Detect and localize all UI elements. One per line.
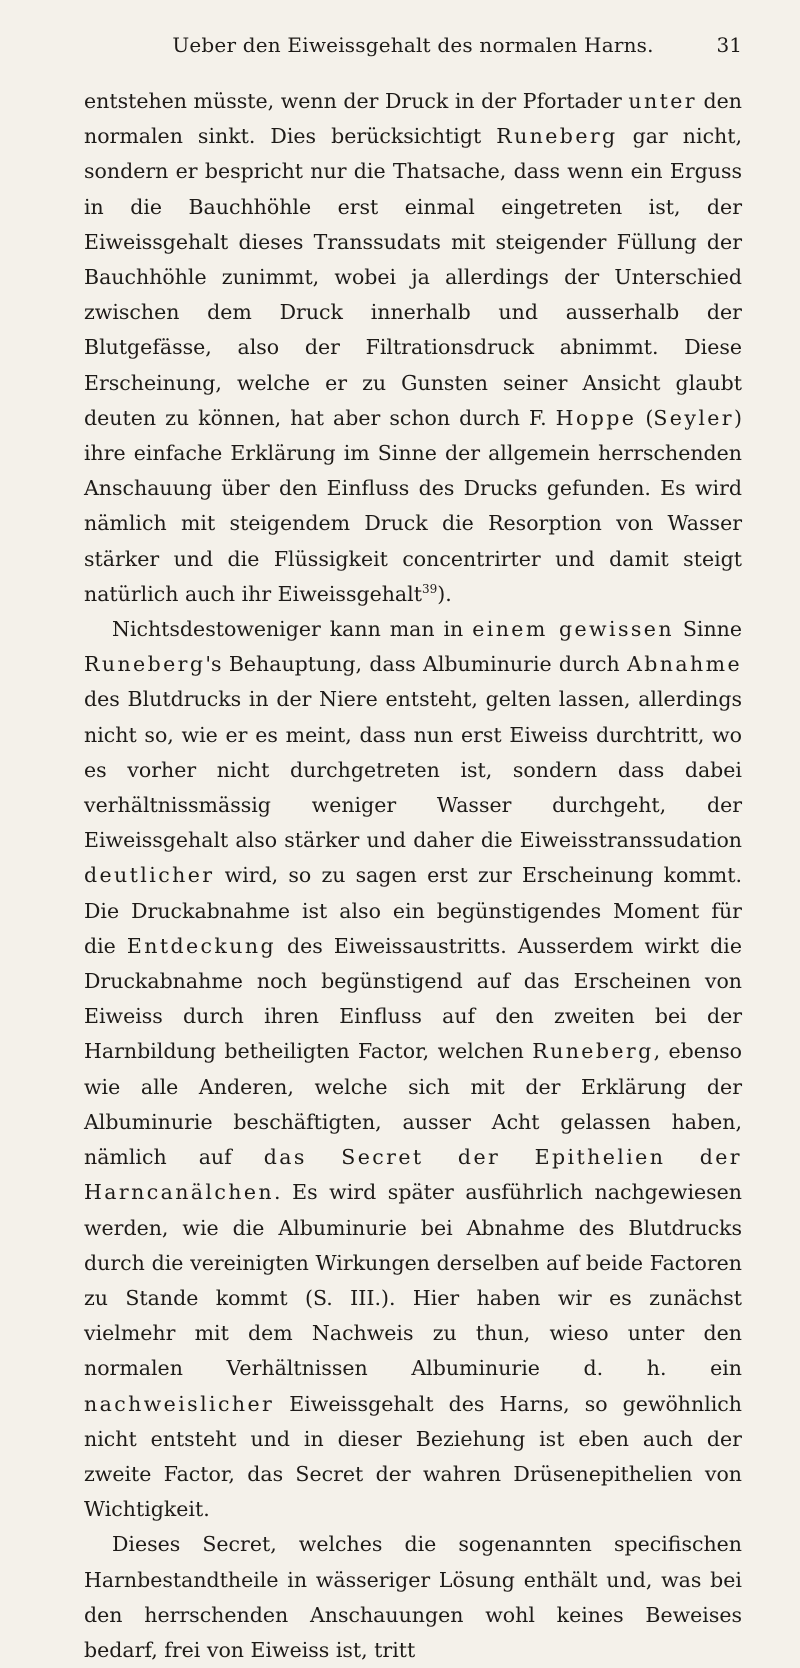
text-run: Sinne [673,617,743,642]
spaced-emphasis: Runeberg [84,652,206,677]
text-run: des Eiweissaustritts. Ausserdem wirkt die Druckabnahme noch begünstigend auf das Erscheinen von Eiweiss durch ihren Einfluss auf den zweiten bei der Harnbildung betheiligten Factor, welchen [84,933,742,1064]
paragraph [84,84,742,612]
spaced-emphasis: Entdeckung [126,933,276,958]
spaced-emphasis: nachweislicher [84,1391,275,1416]
paragraph [84,1527,742,1668]
running-head [84,32,742,58]
running-head-title: Ueber den Eiweissgehalt des normalen Harns. [172,33,654,57]
footnote-ref: 39 [421,582,438,597]
text-run: ) ihre einfache Erklärung im Sinne der allgemein herrschenden Anschauung über den Einfluss des Drucks gefunden. Es wird nämlich mit steigendem Druck die Resorption von Wasser stärker und die Flüssigkeit concentrirter und damit steigt natürlich auch ihr Eiweissgehalt [84,405,743,606]
text-run: 's Behauptung, dass Albuminurie durch [205,652,628,677]
text-run: wird, so zu sagen erst zur Erscheinung kommt. Die Druckabnahme ist also ein begünstigendes Moment für die [84,863,742,958]
spaced-emphasis: unter [628,89,697,113]
paragraph [84,612,742,1527]
body-text [84,84,742,1668]
text-run: entstehen müsste, wenn der Druck in der Pfortader [84,89,629,113]
text-run: den normalen sinkt. Dies berücksichtigt [84,89,743,149]
text-run: des Blutdrucks in der Niere entsteht, gelten lassen, allerdings nicht so, wie er es meint, dass nun erst Eiweiss durchtritt, wo es vorher nicht durchgetreten ist, sondern dass dabei verhältnissmässig weniger Wasser durchgeht, der Eiweissgehalt also stärker und daher die Eiweisstranssudation [84,687,742,853]
text-run: Dieses Secret, welches die sogenannten specifischen Harnbestandtheile in wässeriger Lösung enthält und, was bei den herrschenden Anschauungen wohl keines Beweises bedarf, frei von Eiweiss ist, tritt [84,1532,742,1662]
spaced-emphasis: Seyler [653,405,735,430]
spaced-emphasis: deutlicher [84,863,215,888]
page-number: 31 [716,33,742,57]
text-run: ). [437,581,452,606]
text-run: , ebenso wie alle Anderen, welche sich mit der Erklärung der Albuminurie beschäftigten, ausser Acht gelassen haben, nämlich auf [84,1039,743,1170]
spaced-emphasis: Hoppe [555,405,637,430]
text-run: . Es wird später ausführlich nachgewiesen werden, wie die Albuminurie bei Abnahme des Blutdrucks durch die vereinigten Wirkungen derselben auf beide Factoren zu Stande kommt (S. III.). Hier haben wir es zunächst vielmehr mit dem Nachweis zu thun, wieso unter den normalen Verhältnissen Albuminurie d. h. ein [84,1180,742,1381]
spaced-emphasis: Runeberg [532,1039,654,1064]
spaced-emphasis: das Secret der Epithelien der Harncanälchen [84,1145,742,1205]
text-run: ( [636,405,654,430]
spaced-emphasis: Abnahme [627,652,742,677]
spaced-emphasis: einem gewissen [472,617,674,642]
text-run: Nichtsdestoweniger kann man in [112,617,473,642]
spaced-emphasis: Runeberg [496,124,618,149]
text-run: gar nicht, sondern er bespricht nur die Thatsache, dass wenn ein Erguss in die Bauchhöhle erst einmal eingetreten ist, der Eiweissgehalt dieses Transsudats mit steigender Füllung der Bauchhöhle zunimmt, wobei ja allerdings der Unterschied zwischen dem Druck innerhalb und ausserhalb der Blutgefässe, also der Filtrationsdruck abnimmt. Diese Erscheinung, welche er zu Gunsten seiner Ansicht glaubt deuten zu können, hat aber schon durch F. [84,124,743,430]
text-run: Eiweissgehalt des Harns, so gewöhnlich nicht entsteht und in dieser Beziehung ist eben auch der zweite Factor, das Secret der wahren Drüsenepithelien von Wichtigkeit. [84,1391,742,1522]
